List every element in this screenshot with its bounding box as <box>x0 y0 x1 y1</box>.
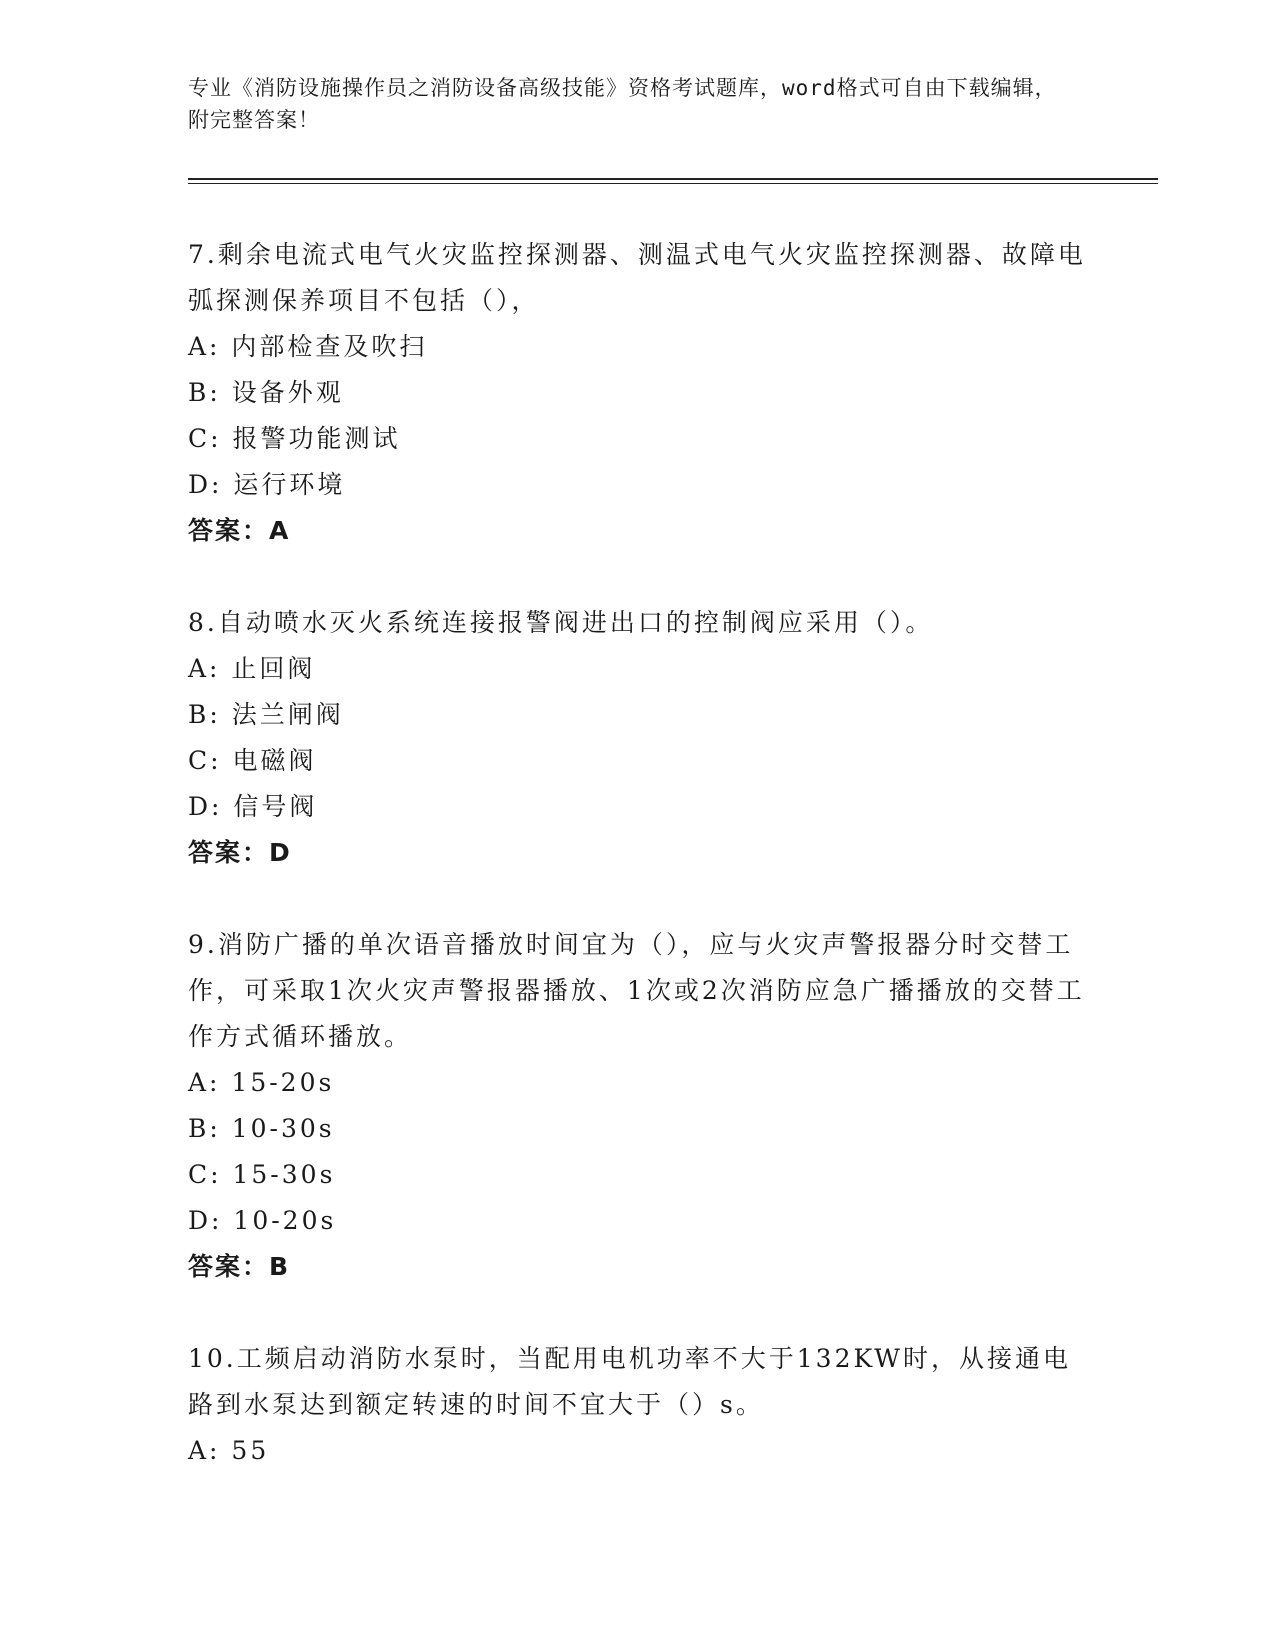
option-c: C: 报警功能测试 <box>188 424 401 453</box>
document-intro: 专业《消防设施操作员之消防设备高级技能》资格考试题库，word格式可自由下载编辑，附完整答案！ <box>188 76 1057 132</box>
answer: 答案：A <box>188 516 291 545</box>
header-divider-thin <box>188 183 1158 184</box>
option-c: C: 15-30s <box>188 1160 336 1189</box>
question-stem: 8.自动喷水灭火系统连接报警阀进出口的控制阀应采用（）。 <box>188 608 934 637</box>
option-a: A: 55 <box>188 1436 270 1465</box>
option-b: B: 法兰闸阀 <box>188 700 344 729</box>
answer: 答案：D <box>188 838 292 867</box>
question-stem: 9.消防广播的单次语音播放时间宜为（），应与火灾声警报器分时交替工作，可采取1次火灾声警报器播放、1次或2次消防应急广播播放的交替工作方式循环播放。 <box>188 930 1085 1051</box>
option-b: B: 10-30s <box>188 1114 335 1143</box>
question-list <box>188 232 1088 1520</box>
question-9 <box>188 922 1088 1290</box>
option-b: B: 设备外观 <box>188 378 344 407</box>
question-10 <box>188 1336 1088 1474</box>
header-divider <box>188 178 1158 180</box>
option-a: A: 止回阀 <box>188 654 316 683</box>
question-stem: 10.工频启动消防水泵时，当配用电机功率不大于132KW时，从接通电路到水泵达到额定转速的时间不宜大于（）s。 <box>188 1344 1071 1419</box>
option-a: A: 内部检查及吹扫 <box>188 332 428 361</box>
option-d: D: 10-20s <box>188 1206 337 1235</box>
option-a: A: 15-20s <box>188 1068 335 1097</box>
question-7 <box>188 232 1088 554</box>
option-d: D: 运行环境 <box>188 470 346 499</box>
answer: 答案：B <box>188 1252 291 1281</box>
option-c: C: 电磁阀 <box>188 746 317 775</box>
question-8 <box>188 600 1088 876</box>
option-d: D: 信号阀 <box>188 792 318 821</box>
question-stem: 7.剩余电流式电气火灾监控探测器、测温式电气火灾监控探测器、故障电弧探测保养项目不包括（）， <box>188 240 1086 315</box>
